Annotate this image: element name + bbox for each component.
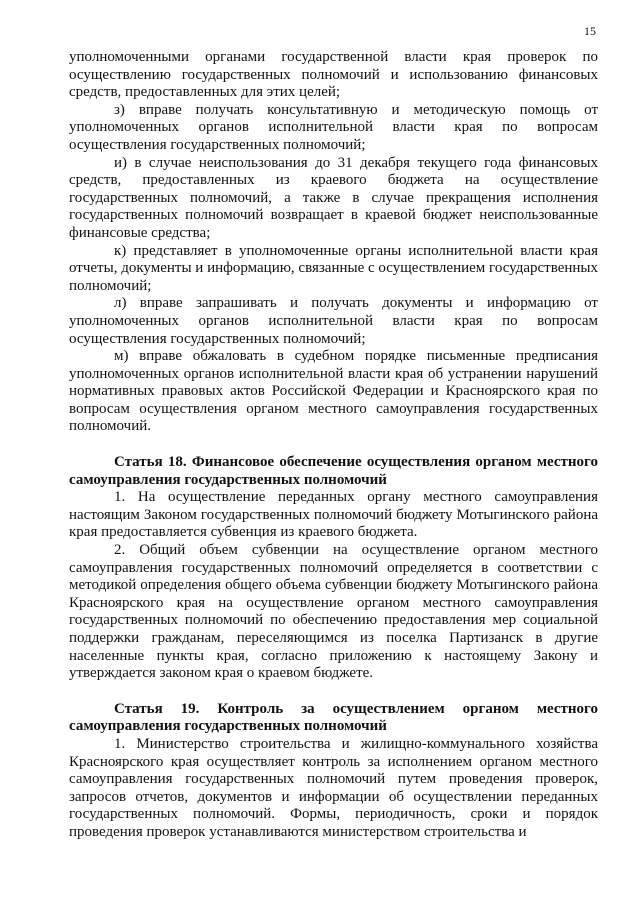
page-number: 15 [584, 24, 596, 38]
paragraph: 1. Министерство строительства и жилищно-коммунального хозяйства Красноярского края осуществляет контроль за исполнением органом местного самоуправления государственных полномочий путем проведения проверок, запросов отчетов, документов и информации об осуществлении переданных государственных полномочий. Формы, периодичность, сроки и порядок проведения проверок устанавливаются министерством строительства и [69, 735, 598, 840]
paragraph: 1. На осуществление переданных органу местного самоуправления настоящим Законом государственных полномочий бюджету Мотыгинского района края предоставляется субвенция из краевого бюджета. [69, 489, 598, 541]
paragraph: к) представляет в уполномоченные органы исполнительной власти края отчеты, документы и информацию, связанные с осуществлением государственных полномочий; [69, 242, 598, 294]
paragraph: м) вправе обжаловать в судебном порядке письменные предписания уполномоченных органов исполнительной власти края об устранении нарушений нормативных правовых актов Российской Федерации и Красноярского края по вопросам осуществления органом местного самоуправления государственных полномочий. [69, 348, 598, 435]
paragraph: з) вправе получать консультативную и методическую помощь от уполномоченных органов исполнительной власти края по вопросам осуществления государственных полномочий; [69, 101, 598, 153]
section-spacer [69, 683, 598, 701]
paragraph: л) вправе запрашивать и получать документы и информацию от уполномоченных органов исполнительной власти края по вопросам осуществления государственных полномочий; [69, 295, 598, 347]
paragraph: 2. Общий объем субвенции на осуществление органом местного самоуправления государственных полномочий определяется в соответствии с методикой определения общего объема субвенции бюджету Мотыгинского района Красноярского края на осуществление органом местного самоуправления государственных полномочий по обеспечению предоставления мер социальной поддержки гражданам, переселяющимся из поселка Партизанск в другие населенные пункты края, согласно приложению к настоящему Закону и утверждается законом края о краевом бюджете. [69, 542, 598, 682]
article-heading: Статья 18. Финансовое обеспечение осуществления органом местного самоуправления государственных полномочий [69, 454, 598, 488]
section-spacer [69, 436, 598, 454]
article-heading: Статья 19. Контроль за осуществлением органом местного самоуправления государственных полномочий [69, 700, 598, 735]
document-body [69, 49, 598, 842]
paragraph: и) в случае неиспользования до 31 декабря текущего года финансовых средств, предоставленных из краевого бюджета на осуществление государственных полномочий, а также в случае прекращения исполнения государственных полномочий возвращает в краевой бюджет неиспользованные финансовые средства; [69, 154, 598, 241]
paragraph: уполномоченными органами государственной власти края проверок по осуществлению государственных полномочий и использованию финансовых средств, предоставленных для этих целей; [69, 49, 598, 101]
